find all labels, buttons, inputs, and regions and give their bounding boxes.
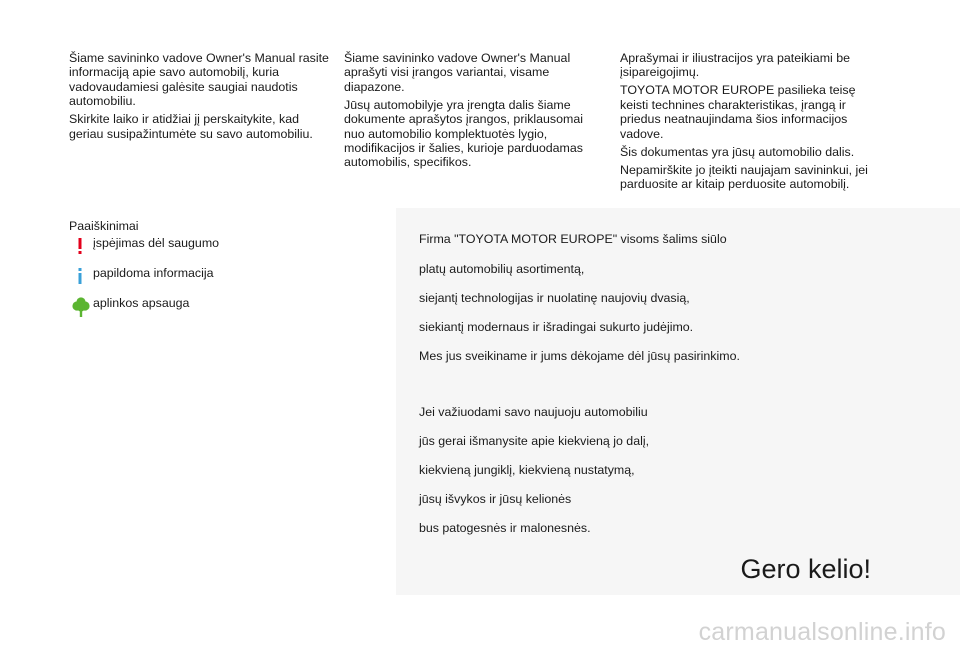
intro-column-3 bbox=[620, 51, 882, 195]
intro-column-1 bbox=[69, 51, 331, 145]
legend-label: įspėjimas dėl saugumo bbox=[93, 236, 220, 251]
welcome-panel bbox=[396, 208, 960, 595]
paragraph: TOYOTA MOTOR EUROPE pasilieka teisę keisti technines charakteristikas, įrangą ir priedus neatnaujindama šios informacijos vadove. bbox=[620, 83, 856, 141]
motto-heading: Gero kelio! bbox=[740, 554, 871, 584]
legend-label: aplinkos apsauga bbox=[93, 296, 190, 311]
paragraph: Skirkite laiko ir atidžiai jį perskaitykite, kad geriau susipažintumėte su savo automobiliu. bbox=[69, 112, 313, 141]
welcome-line: Jei važiuodami savo naujuoju automobiliu bbox=[419, 405, 648, 419]
paragraph: Šiame savininko vadove Owner's Manual rasite informaciją apie savo automobilį, kuria vadovaudamiesi galėsite saugiai naudotis automobiliu. bbox=[69, 51, 329, 109]
watermark-text: carmanualsonline.info bbox=[698, 618, 946, 646]
info-i-icon bbox=[72, 266, 88, 286]
symbol-legend bbox=[69, 219, 369, 326]
welcome-line: bus patogesnės ir malonesnės. bbox=[419, 521, 591, 535]
paragraph: Šis dokumentas yra jūsų automobilio dalis. bbox=[620, 144, 855, 159]
welcome-line: siejantį technologijas ir nuolatinę naujovių dvasią, bbox=[419, 291, 690, 305]
paragraph: Jūsų automobilyje yra įrengta dalis šiame dokumente aprašytos įrangos, priklausomai nuo automobilio komplektuotės lygio, modifikacijos ir šalies, kurioje parduodamas automobilis, specifikos. bbox=[344, 97, 583, 170]
legend-item-warning bbox=[69, 236, 369, 266]
welcome-line: jūsų išvykos ir jūsų kelionės bbox=[419, 492, 572, 506]
paragraph: Aprašymai ir iliustracijos yra pateikiami be įsipareigojimų. bbox=[620, 51, 850, 80]
welcome-line: Mes jus sveikiname ir jums dėkojame dėl jūsų pasirinkimo. bbox=[419, 349, 740, 363]
paragraph: Šiame savininko vadove Owner's Manual aprašyti visi įrangos variantai, visame diapazone. bbox=[344, 51, 571, 94]
welcome-line: kiekvieną jungiklį, kiekvieną nustatymą, bbox=[419, 463, 635, 477]
welcome-line: platų automobilių asortimentą, bbox=[419, 262, 585, 276]
paragraph: Nepamirškite jo įteikti naujajam savininkui, jei parduosite ar kitaip perduosite automobilį. bbox=[620, 162, 868, 192]
legend-item-environment bbox=[69, 296, 369, 326]
legend-item-info bbox=[69, 266, 369, 296]
intro-column-2 bbox=[344, 51, 602, 173]
warning-exclamation-icon bbox=[72, 236, 88, 256]
environment-tree-icon bbox=[72, 296, 88, 316]
legend-title: Paaiškinimai bbox=[69, 219, 139, 233]
legend-label: papildoma informacija bbox=[93, 266, 214, 281]
welcome-line: siekiantį modernaus ir išradingai sukurto judėjimo. bbox=[419, 320, 694, 334]
welcome-line: Firma "TOYOTA MOTOR EUROPE" visoms šalims siūlo bbox=[419, 232, 727, 246]
welcome-line: jūs gerai išmanysite apie kiekvieną jo dalį, bbox=[419, 434, 650, 448]
